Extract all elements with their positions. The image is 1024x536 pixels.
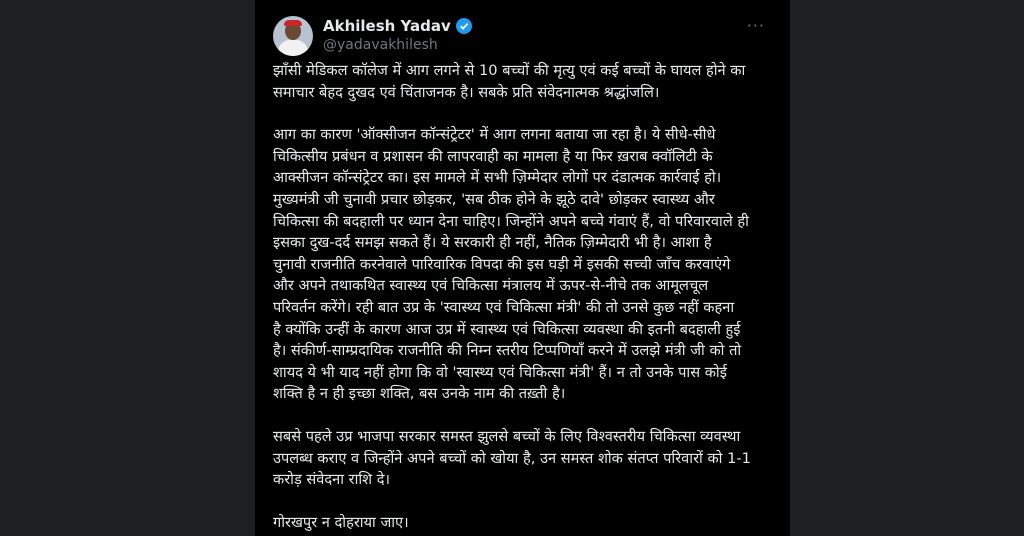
author-handle[interactable]: @yadavakhilesh [323, 37, 438, 53]
tweet-paragraph-4: गोरखपुर न दोहराया जाए। [273, 513, 409, 531]
avatar[interactable] [273, 16, 313, 56]
tweet-header [273, 16, 773, 56]
tweet-paragraph-1: झाँसी मेडिकल कॉलेज में आग लगने से 10 बच्चों की मृत्यु एवं कई बच्चों के घायल होने का समाचार बेहद दुखद एवं चिंताजनक है। सबके प्रति संवेदनात्मक श्रद्धांजलि। [273, 62, 746, 101]
verified-badge-icon [456, 18, 472, 34]
tweet-text [273, 60, 773, 533]
more-options-icon[interactable]: ··· [746, 16, 765, 35]
author-name[interactable]: Akhilesh Yadav [323, 17, 451, 35]
tweet-paragraph-2: आग का कारण 'ऑक्सीजन कॉन्संट्रेटर' में आग लगना बताया जा रहा है। ये सीधे-सीधे चिकित्सीय प्रबंधन व प्रशासन की लापरवाही का मामला है या फिर ख़राब क्वॉलिटी के आक्सीजन कॉन्संट्रेटर का। इस मामले में सभी ज़िम्मेदार लोगों पर दंडात्मक कार्रवाई हो। मुख्यमंत्री जी चुनावी प्रचार छोड़कर, 'सब ठीक होने के झूठे दावे' छोड़कर स्वास्थ्य और चिकित्सा की बदहाली पर ध्यान देना चाहिए। जिन्होंने अपने बच्चे गंवाएं हैं, वो परिवारवाले ही इसका दुख-दर्द समझ सकते हैं। ये सरकारी ही नहीं, नैतिक ज़िम्मेदारी भी है। आशा है चुनावी राजनीति करनेवाले पारिवारिक विपदा की इस घड़ी में इसकी सच्ची जाँच करवाएंगे और अपने तथाकथित स्वास्थ्य एवं चिकित्सा मंत्रालय में ऊपर-से-नीचे तक आमूलचूल परिवर्तन करेंगे। रही बात उप्र के 'स्वास्थ्य एवं चिकित्सा मंत्री' की तो उनसे कुछ नहीं कहना है क्योंकि उन्हीं के कारण आज उप्र में स्वास्थ्य एवं चिकित्सा व्यवस्था की इतनी बदहाली हुई है। संकीर्ण-साम्प्रदायिक राजनीति की निम्न स्तरीय टिप्पणियाँ करने में उलझे मंत्री जी को तो शायद ये भी याद नहीं होगा कि वो 'स्वास्थ्य एवं चिकित्सा मंत्री' हैं। न तो उनके पास कोई शक्ति है न ही इच्छा शक्ति, बस उनके नाम की तख़्ती है। [273, 126, 749, 403]
author-info [323, 16, 472, 53]
left-background-panel [0, 0, 255, 536]
tweet-card [255, 0, 790, 536]
tweet-paragraph-3: सबसे पहले उप्र भाजपा सरकार समस्त झुलसे बच्चों के लिए विश्वस्तरीय चिकित्सा व्यवस्था उपलब्ध कराए व जिन्होंने अपने बच्चों को खोया है, उन समस्त शोक संतप्त परिवारों को 1-1 करोड़ संवेदना राशि दे। [273, 427, 751, 489]
right-background-panel [790, 0, 1024, 536]
